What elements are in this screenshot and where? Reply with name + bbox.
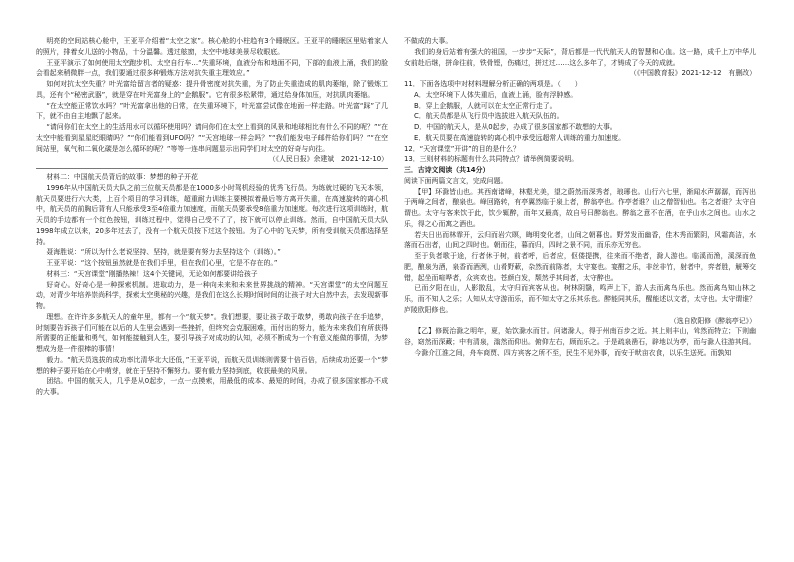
left-paragraph: 团结。中国的航天人，几乎是从0起步，一点一点摸索，用最低的成本、最短的时间，办成了很多国家都办不成的大事。 <box>36 377 388 396</box>
right-paragraph: 若夫日出而林霏开，云归而岩穴暝，晦明变化者，山间之朝暮也。野芳发而幽香，佳木秀而繁阴，风霜高洁，水落而石出者，山间之四时也。朝而往，暮而归，四时之景不同，而乐亦无穷也。 <box>404 230 756 250</box>
left-paragraph: 如何对抗太空失重？叶光富给留言者的疑惑：提升骨密度对抗失重，为了防止失重造成的肌肉萎缩，除了锻炼工具，还有个“秘密武器”，就是穿在叶光富身上的“企鹅服”。它有很多松紧带，通过给身体加压，对抗肌肉萎缩。 <box>36 80 388 99</box>
right-paragraph: 已而夕阳在山，人影散乱，太守归而宾客从也。树林阴翳，鸣声上下，游人去而禽鸟乐也。然而禽鸟知山林之乐，而不知人之乐；人知从太守游而乐，而不知太守之乐其乐也。醉能同其乐，醒能述以文者，太守也。太守谓谁？庐陵欧阳修也。 <box>404 284 756 314</box>
left-paragraph: 材料二：中国航天员背后的故事：梦想的种子开花 <box>46 173 198 181</box>
right-paragraph: 至于负者歌于途，行者休于树，前者呼，后者应，伛偻提携，往来而不绝者，滁人游也。临溪而渔，溪深而鱼肥，酿泉为酒，泉香而酒洌，山肴野蔌，杂然而前陈者，太守宴也。宴酣之乐，非丝非竹，射者中，弈者胜，觥筹交错，起坐而喧哗者，众宾欢也。苍颜白发，颓然乎其间者，太守醉也。 <box>404 252 756 282</box>
right-paragraph: B．穿上企鹅服，人就可以在太空正常行走了。 <box>414 101 557 110</box>
right-paragraph: 13．三则材料的标题有什么共同特点？请举例简要说明。 <box>404 155 579 164</box>
right-paragraph: C．航天员都是从飞行员中选拔进入航天队伍的。 <box>414 112 564 121</box>
left-column <box>36 36 388 398</box>
left-paragraph: 明亮的空间站核心舱中，王亚平介绍着“太空之家”。核心舱的小柱趋有3个睡眠区。王亚平的睡眠区里贴着家人的照片，排着女儿送的小物品，十分温馨。透过舷窗，太空中地球美景尽收眼底。 <box>36 37 388 56</box>
right-column <box>404 36 756 359</box>
right-paragraph: 12．“天宫课堂”开讲”的目的是什么？ <box>404 144 520 153</box>
right-paragraph: 不做成的大事。 <box>404 37 453 45</box>
right-paragraph: D．中国的航天人，是从0起步，办成了很多国家都不敢想的大事。 <box>414 123 617 131</box>
right-paragraph: 11．下面各选项中对材料理解分析正确的两项是。（ ） <box>404 80 582 88</box>
right-paragraph: 阅读下面两篇文言文，完成问题。 <box>404 176 508 185</box>
left-paragraph: 理想。在许许多多航天人的童年里，都有一个“航天梦”。我们想要，要让孩子敢于敢梦，勇敢向孩子在手追梦，时刻要告诉孩子们可能在以后的人生里会遇到一些挫折，但终究会克服困难，而付出的努力，能为未来我们有所获得所需要的正能量和勇气，如何能接触到人生，要引导孩子对成功的认知，必须不断成为一个有意义能做的事情，为梦想成为是一件很棒的事情！ <box>36 312 388 353</box>
right-paragraph: 三．古诗文阅读（共14分） <box>404 166 490 174</box>
right-paragraph: （《中国教育报》2021-12-12 有删改） <box>629 69 756 78</box>
right-paragraph: 今滁介江淮之间，舟车商贾、四方宾客之所不至，民生不见外事，而安于畎亩衣食，以乐生送死。而孰知 <box>414 348 732 357</box>
left-paragraph: 好奇心。好奇心是一种探索机制。进取动力，是一种向未来和未来世界挑战的精神。“天宫课堂”的太空问题互动，对青少年培养崇尚科学，探索太空奥秘的兴趣，是我们在这么长期时间时间的让孩子对大自然中去，去发现新事物。 <box>36 280 388 310</box>
right-paragraph: （选自欧阳修《醉翁亭记》） <box>669 316 756 325</box>
right-paragraph: E．航天员要在高速旋转的离心机中承受远超常人训练的重力加速度。 <box>414 133 626 142</box>
right-paragraph: A．太空环境下人体失重后，血液上涌，脸有浮肿感。 <box>414 90 578 99</box>
left-divider <box>36 168 388 169</box>
left-paragraph: （《人民日报》余建斌 2021-12-10） <box>268 155 388 164</box>
left-paragraph: “在太空能正常饮水吗？”叶光富拿出他的日常，在失重环境下，叶光富尝试像在地面一样走路。叶光富“踩”了几下，就不由自主地飘了起来。 <box>36 101 388 121</box>
left-paragraph: 1996年从中国航天员大队之前三位航天员都是在1000多小时驾机经验的优秀飞行员。为练就过硬的飞天本领，航天员要进行六大类，上百个项目的学习训练，超重耐力训练主要模拟着最后等方离开失重，在高速旋转的离心机中，航天员的前胸后背有人只能承受3至4倍重力加速度，而航天员要承受8倍重力加速度。每次进行这项训练时，航天员的手边都有一个红色按钮，训练过程中，觉得自己受不了了，按下就可以停止训练。然而，自中国航天员大队1998年成立以来，20多年过去了，没有一个航天员按下过这个按钮。为了心中的飞天梦，所有受训航天员都选择坚持。 <box>36 183 388 246</box>
right-paragraph: 我们的身后站着有强大的祖国，一步步“天际”，背后都是一代代航天人的智慧和心血。这一路，成千上万中华儿女前赴后继，拼命往前，铁骨铿，伤痛过，拼过过……这么多年了，才铸成了今天的成就。 <box>404 47 756 67</box>
left-paragraph: 材料三：“天宫课堂”刚播热辣！这4个关键词，无论如何都要讲给孩子 <box>46 269 258 278</box>
left-paragraph: 毅力。“航天员选拔的成功率比清华北大还低，”王亚平说，而航天员训练则需要十倍百倍，后续成功还要一个“梦想的种子要开始在心中萌芽，就在于坚持不懈努力。要有毅力坚持到底，收获最美的风景。 <box>36 355 388 375</box>
left-paragraph: “请问你们在太空上的生活用水可以循环使用吗？请问你们在太空上看到的风景和地球相比有什么不同的呢？”“在太空中能看到星星眨眼睛吗？”“你们能看到UFO吗？”“天宫地球一样会吗？”“我们能发电子邮件给你们吗？”“在空间站里，氧气和二氧化碳是怎么循环的呢？”等等一连串问题显示出同学们对太空的好奇与向往。 <box>36 123 388 153</box>
left-paragraph: 聂海胜说：“所以为什么老说坚持、坚持，就是要有努力去坚持这个（训练）。” <box>46 248 281 257</box>
right-paragraph: 【甲】环滁皆山也。其西南诸峰，林壑尤美，望之蔚然而深秀者，琅琊也。山行六七里，渐闻水声潺潺，而泻出于两峰之间者，酿泉也。峰回路转，有亭翼然临于泉上者，醉翁亭也。作亭者谁？山之僧智仙也。名之者谁？太守自谓也。太守与客来饮于此，饮少辄醉，而年又最高，故自号曰醉翁也。醉翁之意不在酒，在乎山水之间也。山水之乐，得之心而寓之酒也。 <box>404 187 756 228</box>
left-paragraph: 王亚平说：“这个按钮虽然就是在我们手里，但在我们心里，它是不存在的。” <box>46 259 278 267</box>
right-paragraph: 【乙】修既治滁之明年，夏，始饮滁水而甘。问诸滁人，得于州南百步之近。其上则丰山，耸然而特立；下则幽谷，窈然而深藏；中有清泉，滃然而仰出。俯仰左右，顾而乐之。于是疏泉凿石，辟地以为亭，而与滁人往游其间。 <box>404 327 756 346</box>
left-paragraph: 王亚平演示了如何使用太空跑步机、太空自行车…“失重环境，血液分布和地面不同，下部的血液上涌，我们的脸会看起来稍微胖一点，我们要通过很多种锻炼方法对抗失重主理效应。” <box>36 58 388 78</box>
